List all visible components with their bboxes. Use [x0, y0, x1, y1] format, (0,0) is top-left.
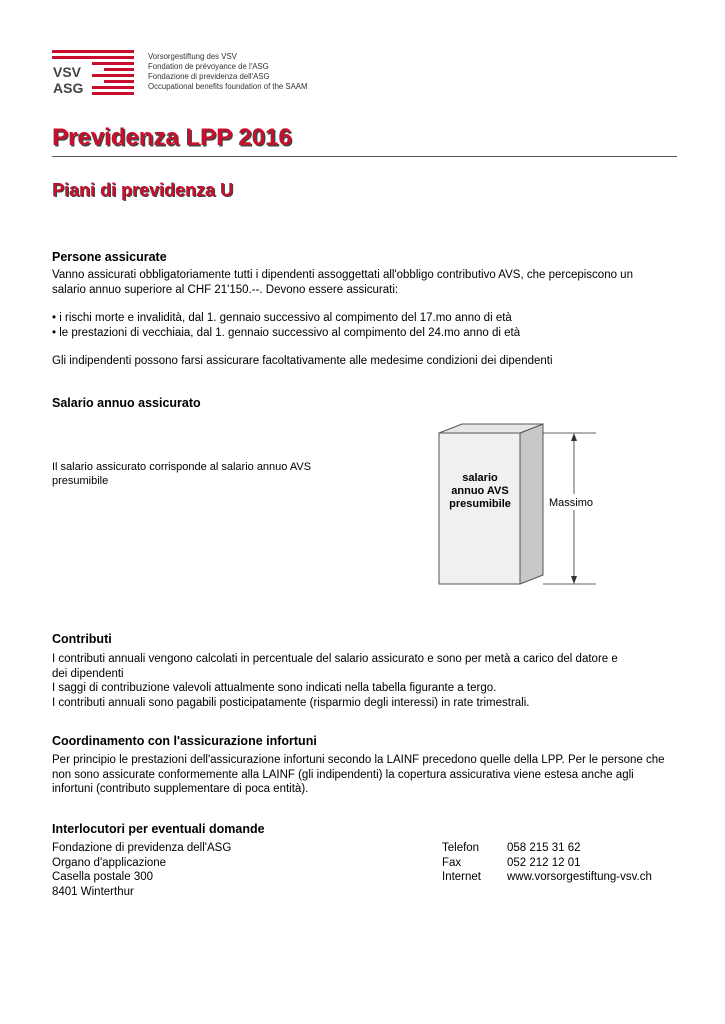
org-name-it: Fondazione di previdenza dell'ASG	[148, 72, 270, 81]
section-note-indipendenti: Gli indipendenti possono farsi assicurare facoltativamente alle medesime condizioni dei dipendenti	[52, 355, 553, 367]
text-line: Vanno assicurati obbligatoriamente tutti i dipendenti assoggettati all'obbligo contributivo AVS, che percepiscono un	[52, 269, 633, 281]
page-subtitle: Piani di previdenza U	[52, 180, 234, 200]
website-link[interactable]: www.vorsorgestiftung-vsv.ch	[507, 871, 652, 883]
org-name-fr: Fondation de prévoyance de l'ASG	[148, 62, 269, 71]
org-names	[148, 52, 308, 92]
section-text-coordinamento	[52, 753, 677, 797]
section-heading-coordinamento: Coordinamento con l'assicurazione infortuni	[52, 734, 317, 748]
contact-row-internet	[442, 870, 652, 885]
section-text-assicurate	[52, 268, 677, 297]
section-heading-salario: Salario annuo assicurato	[52, 396, 201, 410]
address-line: Organo d'applicazione	[52, 856, 167, 869]
contact-details	[442, 841, 652, 885]
box-label-line1: salario	[462, 472, 498, 484]
list-item: • le prestazioni di vecchiaia, dal 1. gennaio successivo al compimento del 24.mo anno di età	[52, 327, 521, 339]
org-name-en: Occupational benefits foundation of the SAAM	[148, 82, 308, 91]
text-line: I saggi di contribuzione valevoli attualmente sono indicati nella tabella figurante a tergo.	[52, 682, 497, 694]
box-label-line3: presumibile	[449, 498, 511, 510]
logo-text-asg: ASG	[53, 80, 84, 96]
text-line: presumibile	[52, 475, 109, 487]
salary-diagram	[430, 420, 610, 590]
arrow-down-icon	[571, 576, 577, 584]
bullet-icon: •	[52, 327, 60, 339]
logo-text-vsv: VSV	[53, 64, 82, 80]
section-heading-assicurate: Persone assicurate	[52, 250, 167, 264]
text-line: Il salario assicurato corrisponde al salario annuo AVS	[52, 461, 312, 473]
org-name-de: Vorsorgestiftung des VSV	[148, 52, 237, 61]
text-line: salario annuo superiore al CHF 21'150.--. Devono essere assicurati:	[52, 283, 399, 296]
section-text-contributi	[52, 652, 677, 710]
text-line: I contributi annuali sono pagabili posticipatamente (risparmio degli interessi) in rate trimestrali.	[52, 696, 530, 709]
text-line: dei dipendenti	[52, 667, 124, 680]
box-label-line2: annuo AVS	[451, 485, 509, 497]
fax-number: 052 212 12 01	[507, 856, 581, 869]
section-heading-interlocutori: Interlocutori per eventuali domande	[52, 822, 265, 836]
contact-row-fax	[442, 856, 652, 871]
contact-label: Telefon	[442, 842, 480, 854]
box-side-face	[520, 424, 543, 584]
contact-address	[52, 841, 231, 899]
phone-number: 058 215 31 62	[507, 842, 581, 854]
address-line: Casella postale 300	[52, 871, 154, 883]
contact-row-phone	[442, 841, 652, 856]
text-line: I contributi annuali vengono calcolati in percentuale del salario assicurato e sono per metà a carico del datore e	[52, 653, 618, 665]
section-heading-contributi: Contributi	[52, 632, 112, 646]
contact-label: Fax	[442, 856, 462, 869]
max-label: Massimo	[548, 497, 594, 509]
address-line: 8401 Winterthur	[52, 885, 134, 898]
page-title: Previdenza LPP 2016	[52, 124, 292, 151]
list-item: • i rischi morte e invalidità, dal 1. gennaio successivo al compimento del 17.mo anno di età	[52, 312, 512, 324]
vsv-asg-logo	[52, 50, 136, 98]
text-line: infortuni (contributo supplementare di poca entità).	[52, 783, 309, 795]
address-line: Fondazione di previdenza dell'ASG	[52, 842, 232, 854]
text-line: non sono assicurate conformemente alla LAINF (gli indipendenti) la copertura assicurativa viene estesa anche agli	[52, 768, 634, 781]
bullet-list	[52, 311, 677, 341]
title-divider	[52, 156, 677, 157]
contact-label: Internet	[442, 871, 481, 883]
bullet-icon: •	[52, 312, 60, 324]
section-text-salario	[52, 460, 352, 488]
text-line: Per principio le prestazioni dell'assicurazione infortuni secondo la LAINF precedono quelle della LPP. Per le persone che	[52, 754, 665, 766]
arrow-up-icon	[571, 433, 577, 441]
